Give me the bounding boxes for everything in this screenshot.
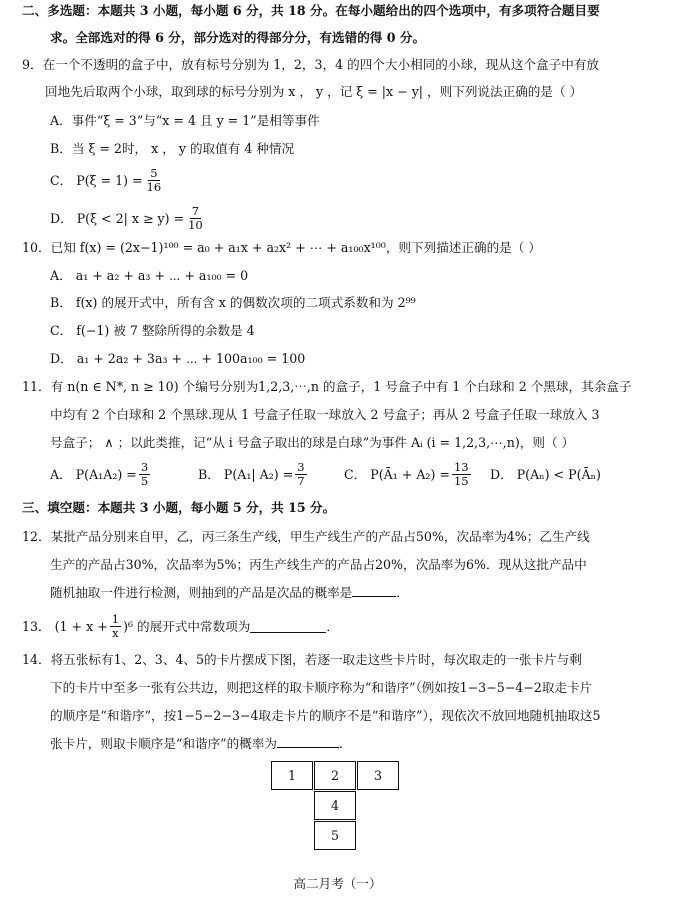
q13-fraction [110, 613, 121, 640]
fraction-numerator: 1 [111, 611, 120, 626]
q9-stem: 9．在一个不透明的盒子中，放有标号分别为 1，2，3，4 的四个大小相同的小球，现从这个盒子中有放 [22, 57, 600, 72]
q14-stem-text: 张卡片，则取卡顺序是“和谐序”的概率为 [50, 736, 277, 751]
q12-stem-text: 随机抽取一件进行检测，则抽到的产品是次品的概率是 [50, 585, 353, 600]
fraction-denominator: 15 [453, 473, 469, 488]
q9-option-c [50, 162, 165, 198]
q12-stem: 12．某批产品分别来自甲，乙，丙三条生产线，甲生产线生产的产品占50%，次品率为4%；乙生产线 [22, 529, 590, 544]
q11-option-c [344, 456, 473, 492]
q11-stem-cont: 中均有 2 个白球和 2 个黑球.现从 1 号盒子任取一球放入 2 号盒子；再从 2 号盒子任取一球放入 3 [50, 407, 600, 422]
q12-stem-cont2 [50, 584, 409, 601]
fraction-denominator: 16 [146, 179, 162, 194]
fraction-numerator: 3 [297, 459, 305, 474]
q9-option-a: A．事件“ξ = 3”与“x = 4 且 y = 1”是相等事件 [50, 113, 320, 128]
q14-stem: 14．将五张标有1、2、3、4、5的卡片摆成下图，若逐一取走这些卡片时，每次取走的一张卡片与剩 [22, 652, 582, 667]
q13-stem [22, 608, 339, 644]
q14-answer-blank[interactable] [277, 735, 339, 748]
q13-stem-end: ． [326, 618, 339, 634]
q13-stem-post: )⁶ 的展开式中常数项为 [123, 618, 251, 634]
section2-heading-cont: 求。全部选对的得 6 分，部分选对的得部分分，有选错的得 0 分。 [50, 30, 426, 45]
q10-stem: 10．已知 f(x) = (2x−1)¹⁰⁰ = a₀ + a₁x + a₂x² + ⋯ + a₁₀₀x¹⁰⁰，则下列描述正确的是（ ） [22, 240, 541, 255]
q13-stem-text: 13． (1 + x + [22, 618, 108, 634]
q10-option-b: B． f(x) 的展开式中，所有含 x 的偶数次项的二项式系数和为 2⁹⁹ [50, 295, 416, 310]
q14-stem-cont2: 的顺序是“和谐序”，按1−5−2−3−4取走卡片的顺序不是“和谐序”），现依次不放回地随机抽取这5 [50, 708, 601, 723]
q11-option-c-text: C． P(Ā₁ + A₂) = [344, 466, 450, 482]
q11-option-b-fraction [295, 461, 306, 488]
card-2: 2 [314, 761, 356, 790]
section2-heading: 二、多选题：本题共 3 小题，每小题 6 分，共 18 分。在每小题给出的四个选项中，有多项符合题目要 [22, 3, 600, 18]
q11-option-c-fraction [452, 461, 471, 488]
fraction-numerator: 7 [191, 203, 200, 218]
q11-stem: 11．有 n(n ∈ N*, n ≥ 10) 个编号分别为1,2,3,⋯,n 的盒子，1 号盒子中有 1 个白球和 2 个黑球，其余盒子 [22, 379, 632, 394]
q11-stem-cont2: 号盒子； ∧ ；以此类推，记“从 i 号盒子取出的球是白球”为事件 Aᵢ (i = 1,2,3,⋯,n)，则（ ） [50, 435, 575, 450]
q9-stem-cont: 回地先后取两个小球，取到球的标号分别为 x ， y ，记 ξ = |x − y| ，则下列说法正确的是（ ） [45, 84, 583, 99]
q12-answer-blank[interactable] [352, 584, 396, 597]
q13-answer-blank[interactable] [250, 620, 326, 633]
fraction-denominator: 7 [297, 473, 305, 488]
page-footer: 高二月考（一） [293, 876, 382, 891]
fraction-denominator: 5 [140, 473, 149, 488]
q9-option-b: B．当 ξ = 2时， x ， y 的取值有 4 种情况 [50, 141, 295, 156]
q9-option-d [50, 200, 207, 236]
q9-option-d-text: D． P(ξ < 2| x ≥ y) = [50, 210, 185, 226]
q11-option-b [198, 456, 309, 492]
q9-option-c-text: C． P(ξ = 1) = [50, 172, 143, 188]
fraction-denominator: x [112, 625, 119, 640]
q11-option-a-text: A． P(A₁A₂) = [50, 466, 137, 482]
fraction-numerator: 13 [453, 459, 469, 474]
section3-heading: 三、填空题：本题共 3 小题，每小题 5 分，共 15 分。 [22, 500, 336, 515]
fraction-denominator: 10 [188, 217, 203, 232]
q11-option-a [50, 456, 152, 492]
card-1: 1 [271, 761, 313, 790]
q10-option-a: A． a₁ + a₂ + a₃ + ⋯ + a₁₀₀ = 0 [50, 268, 249, 283]
q9-option-c-fraction [145, 167, 164, 194]
q12-stem-end: ． [396, 585, 409, 600]
q10-option-d: D． a₁ + 2a₂ + 3a₃ + ⋯ + 100a₁₀₀ = 100 [50, 351, 306, 366]
card-3: 3 [357, 761, 399, 790]
q10-option-c: C． f(−1) 被 7 整除所得的余数是 4 [50, 323, 255, 338]
q14-stem-cont: 下的卡片中至多一张有公共边，则把这样的取卡顺序称为“和谐序”（例如按1−3−5−4−2取走卡片 [50, 680, 593, 695]
fraction-numerator: 5 [150, 165, 158, 180]
q11-option-d: D． P(Aₙ) < P(Āₙ) [490, 467, 601, 482]
card-4: 4 [314, 791, 356, 820]
q11-option-a-fraction [139, 461, 150, 488]
q11-option-b-text: B． P(A₁| A₂) = [198, 466, 294, 482]
card-5: 5 [314, 821, 356, 850]
q9-option-d-fraction [186, 205, 205, 232]
fraction-numerator: 3 [140, 459, 149, 474]
q14-stem-end: ． [338, 736, 352, 751]
q14-stem-cont3 [50, 735, 352, 752]
q12-stem-cont: 生产的产品占30%，次品率为5%；丙生产线生产的产品占20%，次品率为6%．现从这批产品中 [50, 557, 587, 572]
